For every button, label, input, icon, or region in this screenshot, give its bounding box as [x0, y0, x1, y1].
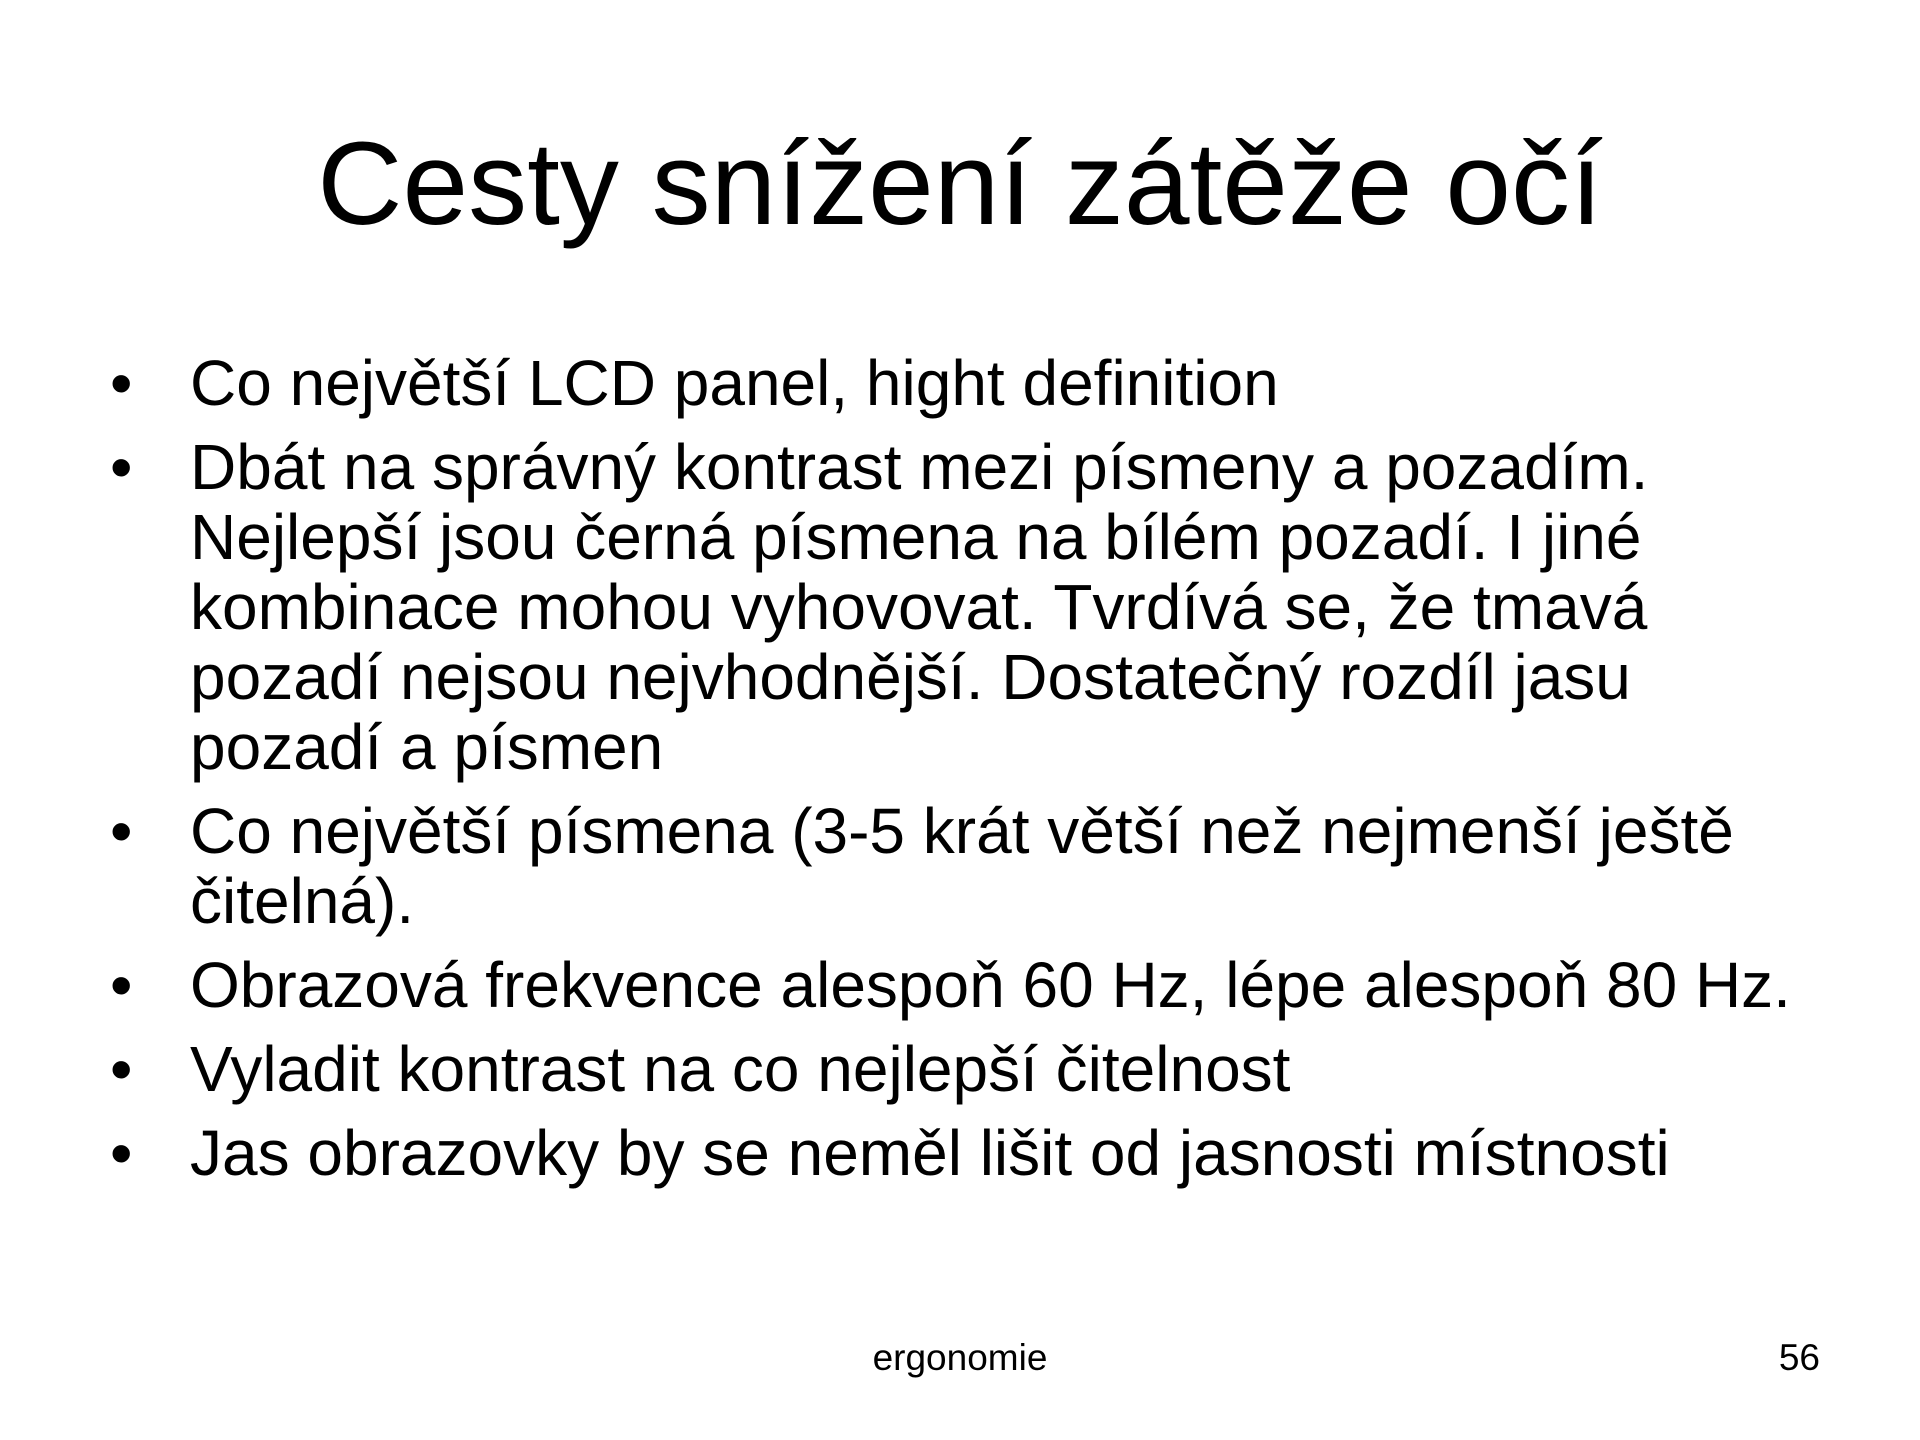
footer-label: ergonomie — [872, 1337, 1048, 1378]
bullet-item — [0, 1118, 1920, 1188]
bullet-dot-icon: • — [110, 795, 133, 867]
bullet-dot-icon: • — [110, 1033, 133, 1105]
page-number: 56 — [1778, 1337, 1820, 1378]
bullet-item — [0, 432, 1920, 782]
bullet-text: Co největší písmena (3-5 krát větší než nejmenší ještě čitelná). — [190, 795, 1734, 937]
bullet-text: Jas obrazovky by se neměl lišit od jasnosti místnosti — [190, 1117, 1670, 1189]
bullet-text: Obrazová frekvence alespoň 60 Hz, lépe alespoň 80 Hz. — [190, 949, 1791, 1021]
bullet-dot-icon: • — [110, 431, 133, 503]
bullet-text: Vyladit kontrast na co nejlepší čitelnost — [190, 1033, 1291, 1105]
bullet-item — [0, 950, 1920, 1020]
bullet-dot-icon: • — [110, 1117, 133, 1189]
bullet-list — [0, 348, 1920, 1202]
bullet-dot-icon: • — [110, 949, 133, 1021]
bullet-text: Co největší LCD panel, hight definition — [190, 347, 1279, 419]
bullet-item — [0, 348, 1920, 418]
bullet-text: Dbát na správný kontrast mezi písmeny a pozadím. Nejlepší jsou černá písmena na bílém pozadí. I jiné kombinace mohou vyhovovat. Tvrdívá se, že tmavá pozadí nejsou nejvhodnější. Dostatečný rozdíl jasu pozadí a písmen — [190, 431, 1649, 783]
slide-title: Cesty snížení zátěže očí — [317, 118, 1603, 250]
bullet-item — [0, 1034, 1920, 1104]
bullet-dot-icon: • — [110, 347, 133, 419]
bullet-item — [0, 796, 1920, 936]
